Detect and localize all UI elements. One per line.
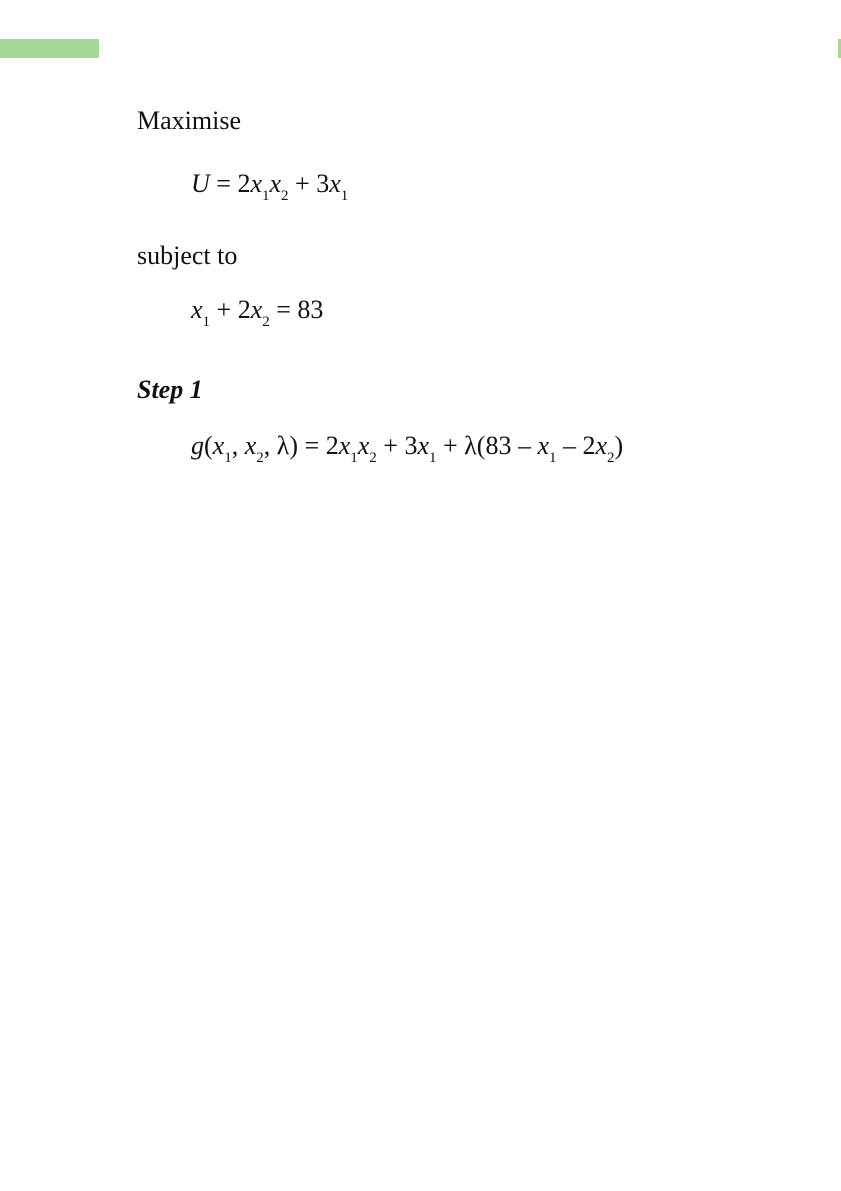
- lagrangian-term-2-sub: 2: [369, 450, 377, 466]
- lagrangian-comma-2: , λ) = 2: [263, 431, 339, 460]
- objective-plus: + 3: [288, 169, 330, 198]
- lagrangian-term-5: x: [595, 431, 608, 460]
- objective-sub-3: 1: [340, 188, 349, 204]
- lagrangian-plus: + 3: [376, 431, 418, 460]
- constraint-equation: [191, 295, 324, 330]
- objective-var-1: x: [250, 169, 262, 198]
- subject-to-label: subject to: [137, 241, 238, 270]
- lagrangian-arg-2-sub: 2: [256, 450, 264, 466]
- lagrangian-arg-2: x: [244, 431, 257, 460]
- objective-equation: [191, 169, 349, 204]
- lagrangian-term-4: x: [537, 431, 549, 460]
- constraint-var-2: x: [250, 295, 263, 324]
- lagrangian-term-1-sub: 1: [350, 450, 358, 466]
- lagrangian-open: (: [204, 431, 213, 460]
- lagrangian-arg-1: x: [212, 431, 225, 460]
- objective-equals: = 2: [209, 169, 251, 198]
- lagrangian-term-3: x: [417, 431, 430, 460]
- lagrangian-comma-1: ,: [231, 431, 245, 460]
- page-edge-tab-left: [0, 39, 99, 58]
- constraint-plus: + 2: [210, 295, 251, 324]
- objective-var-2: x: [269, 169, 282, 198]
- maximise-label: Maximise: [137, 106, 241, 135]
- lagrangian-lambda-part: + λ(83 –: [436, 431, 538, 460]
- objective-sub-1: 1: [262, 188, 270, 204]
- lagrangian-close: ): [614, 431, 624, 460]
- objective-lhs: U: [191, 169, 210, 198]
- lagrangian-arg-1-sub: 1: [224, 450, 232, 466]
- constraint-sub-1: 1: [202, 314, 211, 330]
- lagrangian-term-2: x: [357, 431, 370, 460]
- constraint-sub-2: 2: [262, 314, 270, 330]
- lagrangian-term-5-sub: 2: [607, 450, 615, 466]
- lagrangian-term-3-sub: 1: [429, 450, 437, 466]
- constraint-var-1: x: [191, 295, 203, 324]
- objective-var-3: x: [329, 169, 341, 198]
- step-heading: Step 1: [137, 375, 203, 404]
- objective-sub-2: 2: [281, 188, 289, 204]
- constraint-rhs: = 83: [269, 295, 324, 324]
- lagrangian-term-1: x: [338, 431, 351, 460]
- lagrangian-func: g: [191, 431, 204, 460]
- lagrangian-minus: – 2: [556, 431, 596, 460]
- lagrangian-term-4-sub: 1: [549, 450, 557, 466]
- lagrangian-equation: [191, 431, 624, 466]
